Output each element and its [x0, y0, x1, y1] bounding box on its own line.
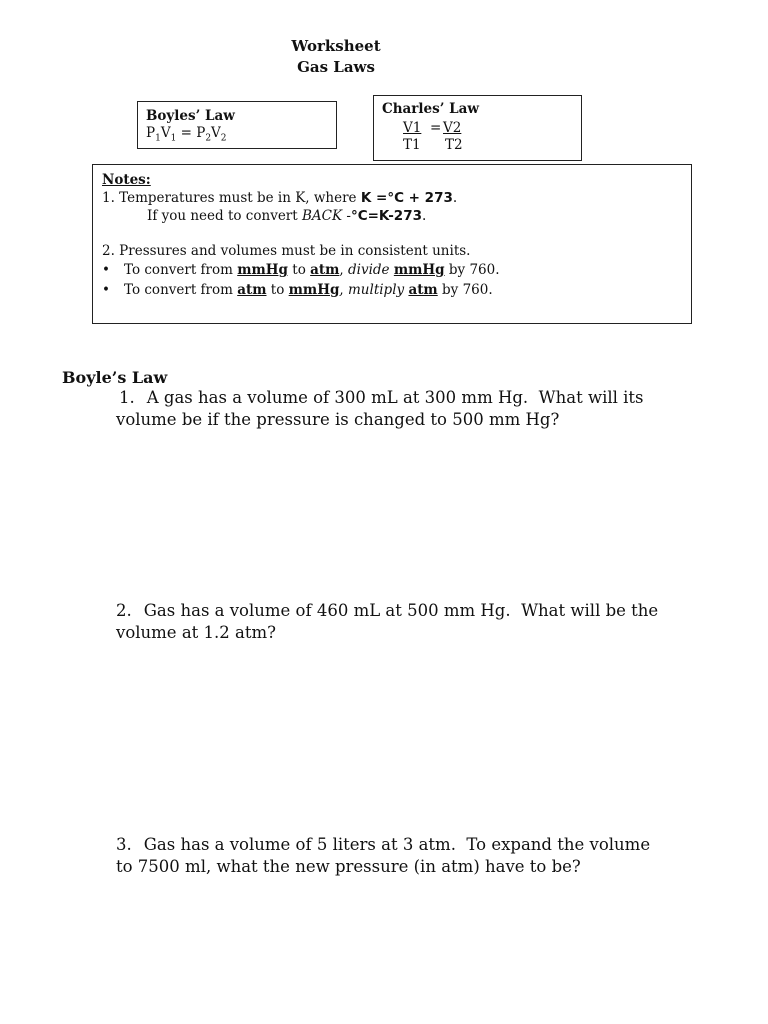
boyles-law-box	[137, 101, 337, 149]
notes-bullet-multiply	[102, 282, 682, 299]
bullet-icon: •	[102, 282, 110, 298]
question-line	[116, 387, 706, 409]
unit-atm: atm	[408, 282, 438, 298]
question-line: volume be if the pressure is changed to 500 mm Hg?	[116, 410, 560, 429]
question-line	[116, 600, 706, 622]
question-line	[116, 834, 706, 856]
unit-mmhg: mmHg	[288, 282, 340, 298]
notes-text: To convert from	[124, 262, 238, 278]
question-2	[116, 600, 706, 644]
question-3	[116, 834, 706, 878]
charles-numerator-left: V1	[403, 120, 422, 136]
notes-line-units: 2. Pressures and volumes must be in consistent units.	[102, 243, 471, 259]
notes-text: to	[266, 282, 289, 298]
question-text: Gas has a volume of 5 liters at 3 atm. To expand the volume	[143, 835, 651, 854]
boyles-box-heading: Boyles’ Law	[146, 108, 235, 124]
charles-law-box	[373, 95, 582, 161]
question-number: 2.	[116, 601, 132, 620]
boyles-formula	[146, 125, 328, 142]
question-line: to 7500 ml, what the new pressure (in atm) have to be?	[116, 857, 581, 876]
question-1	[116, 387, 706, 431]
notes-text: 1. Temperatures must be in K, where	[102, 190, 361, 206]
charles-formula	[382, 118, 573, 152]
formula-v1: V	[160, 125, 171, 141]
charles-denominator-left: T1	[403, 137, 421, 153]
unit-mmhg: mmHg	[237, 262, 288, 278]
section-heading-boyles-law: Boyle’s Law	[62, 368, 168, 387]
notes-text: .	[421, 208, 427, 224]
notes-text: by 760.	[444, 262, 500, 278]
formula-sub4: 2	[220, 133, 227, 144]
formula-sub2: 1	[170, 133, 177, 144]
charles-denominator-right: T2	[445, 137, 463, 153]
notes-text: If you need to convert	[147, 208, 302, 224]
verb-divide: divide	[348, 262, 390, 278]
unit-atm: atm	[237, 282, 267, 298]
formula-equals: =	[176, 125, 197, 141]
charles-equals: =	[430, 120, 442, 136]
formula-v2: V	[211, 125, 221, 141]
notes-bullet-divide	[102, 262, 682, 279]
kelvin-formula: K =°C + 273	[360, 190, 453, 206]
notes-text: To convert from	[124, 282, 238, 298]
worksheet-subtitle: Gas Laws	[297, 58, 375, 76]
worksheet-title: Worksheet	[291, 37, 381, 55]
question-number: 3.	[116, 835, 132, 854]
charles-numerator-right: V2	[443, 120, 462, 136]
question-number: 1.	[119, 388, 135, 407]
charles-box-heading: Charles’ Law	[382, 101, 479, 117]
back-text: BACK	[301, 208, 343, 224]
notes-heading: Notes:	[102, 172, 151, 188]
notes-text: by 760.	[437, 282, 493, 298]
formula-sub1: 1	[155, 133, 161, 144]
formula-p1: P	[146, 125, 156, 141]
question-text: Gas has a volume of 460 mL at 500 mm Hg. What will be the	[143, 601, 659, 620]
notes-text: to	[287, 262, 311, 278]
question-text: A gas has a volume of 300 mL at 300 mm Hg. What will its	[146, 388, 644, 407]
notes-text: ,	[339, 282, 348, 298]
notes-text: .	[452, 190, 458, 206]
verb-multiply: multiply	[348, 282, 405, 298]
formula-sub3: 2	[205, 133, 212, 144]
unit-mmhg: mmHg	[393, 262, 445, 278]
formula-p2: P	[196, 125, 206, 141]
unit-atm: atm	[310, 262, 340, 278]
notes-text: -	[342, 208, 351, 224]
notes-box	[92, 164, 692, 324]
bullet-icon: •	[102, 262, 110, 278]
question-line: volume at 1.2 atm?	[116, 623, 276, 642]
notes-line-temperature	[102, 190, 682, 207]
notes-text: ,	[339, 262, 348, 278]
celsius-formula: °C=K-273	[350, 208, 422, 224]
notes-line-convert-back	[102, 208, 682, 225]
